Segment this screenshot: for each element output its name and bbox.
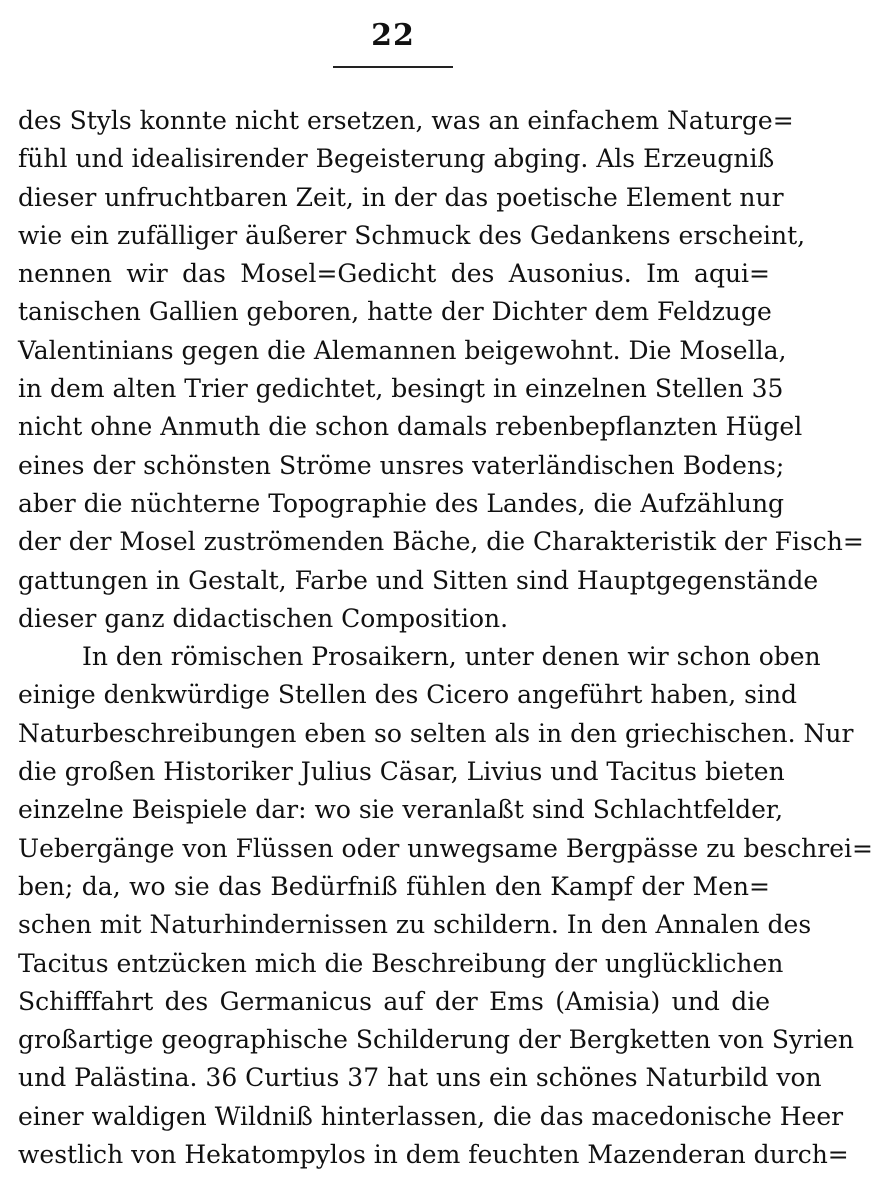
- text-line: tanischen Gallien geboren, hatte der Dichter dem Feldzuge: [18, 297, 772, 327]
- text-line: einzelne Beispiele dar: wo sie veranlaßt sind Schlachtfelder,: [18, 795, 784, 825]
- header-rule: [333, 66, 453, 68]
- text-line-paragraph-start: In den römischen Prosaikern, unter denen wir schon oben: [82, 642, 821, 672]
- text-line: nicht ohne Anmuth die schon damals rebenbepflanzten Hügel: [18, 412, 803, 442]
- text-line: einer waldigen Wildniß hinterlassen, die das macedonische Heer: [18, 1101, 844, 1131]
- text-line: großartige geographische Schilderung der Bergketten von Syrien: [18, 1025, 854, 1055]
- text-line: und Palästina. 36 Curtius 37 hat uns ein schönes Naturbild von: [18, 1063, 822, 1093]
- text-line: aber die nüchterne Topographie des Landes, die Aufzählung: [18, 488, 785, 518]
- text-line: einige denkwürdige Stellen des Cicero angeführt haben, sind: [18, 680, 798, 710]
- text-line: westlich von Hekatompylos in dem feuchten Mazenderan durch=: [18, 1140, 849, 1170]
- text-line: Valentinians gegen die Alemannen beigewohnt. Die Mosella,: [18, 335, 787, 365]
- text-line: die großen Historiker Julius Cäsar, Livius und Tacitus bieten: [18, 757, 785, 787]
- text-line: schen mit Naturhindernissen zu schildern. In den Annalen des: [18, 910, 812, 940]
- text-line: Schifffahrt des Germanicus auf der Ems (Amisia) und die: [18, 986, 770, 1016]
- text-line: Tacitus entzücken mich die Beschreibung der unglücklichen: [18, 948, 784, 978]
- text-line: des Styls konnte nicht ersetzen, was an einfachem Naturge=: [18, 106, 794, 135]
- text-line: der der Mosel zuströmenden Bäche, die Charakteristik der Fisch=: [18, 527, 864, 557]
- text-line: wie ein zufälliger äußerer Schmuck des Gedankens erscheint,: [18, 220, 806, 250]
- page-number: 22: [371, 18, 415, 53]
- text-line: Uebergänge von Flüssen oder unwegsame Bergpässe zu beschrei=: [18, 833, 873, 863]
- body-text: [18, 102, 873, 1174]
- text-line: ben; da, wo sie das Bedürfniß fühlen den Kampf der Men=: [18, 871, 770, 901]
- text-line-paragraph-end: dieser ganz didactischen Composition.: [18, 603, 509, 633]
- text-line: in dem alten Trier gedichtet, besingt in einzelnen Stellen 35: [18, 374, 784, 404]
- text-line: Naturbeschreibungen eben so selten als in den griechischen. Nur: [18, 718, 854, 748]
- text-line: nennen wir das Mosel=Gedicht des Ausonius. Im aqui=: [18, 259, 770, 289]
- text-line: eines der schönsten Ströme unsres vaterländischen Bodens;: [18, 450, 785, 480]
- text-line: gattungen in Gestalt, Farbe und Sitten sind Hauptgegenstände: [18, 565, 819, 595]
- text-line: fühl und idealisirender Begeisterung abging. Als Erzeugniß: [18, 144, 775, 174]
- text-line: dieser unfruchtbaren Zeit, in der das poetische Element nur: [18, 182, 784, 212]
